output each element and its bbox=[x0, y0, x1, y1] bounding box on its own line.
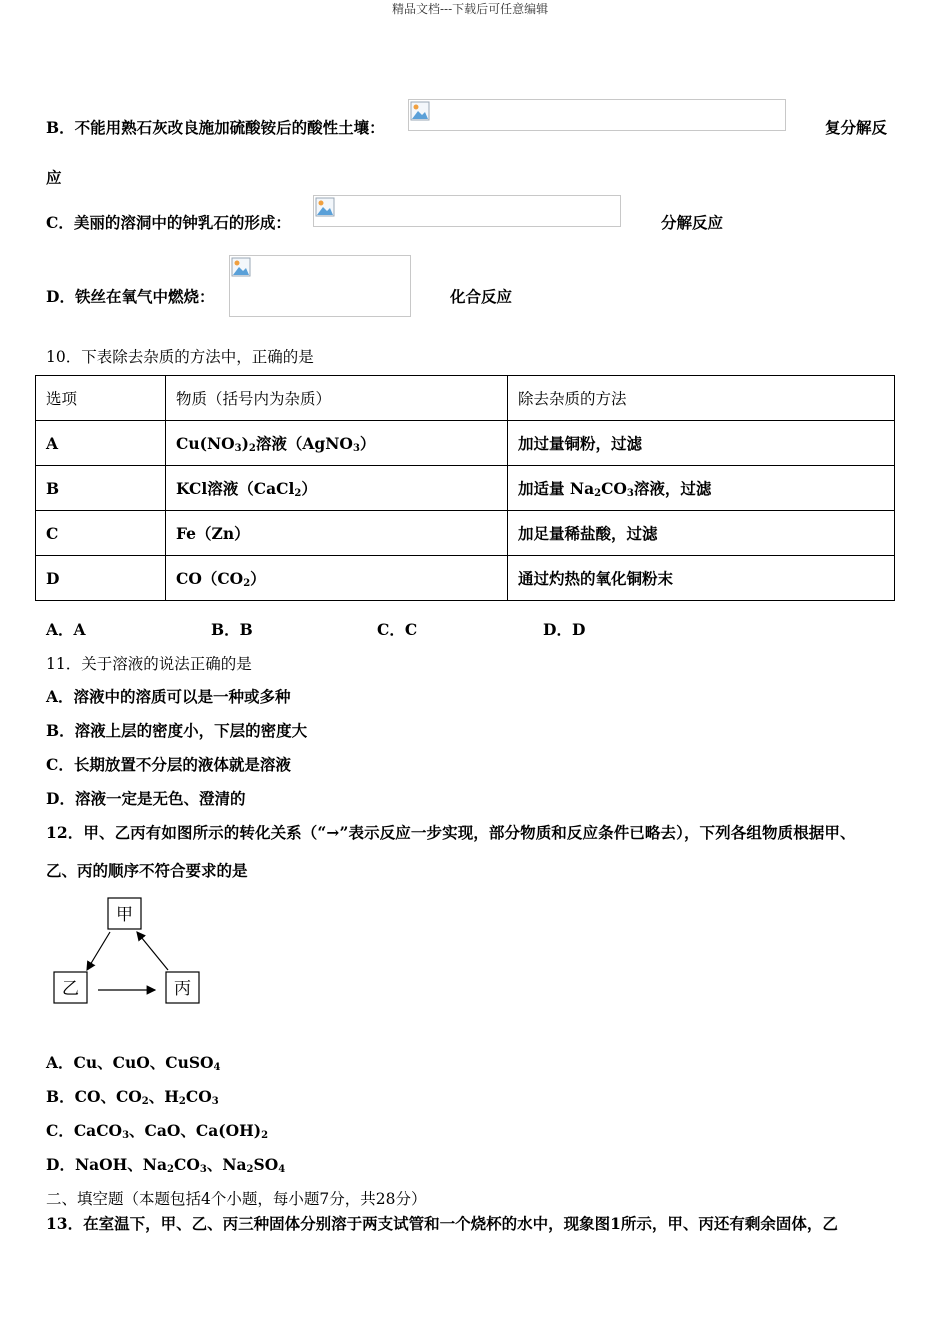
q9-option-b-type-cont: 应 bbox=[46, 168, 62, 187]
q12-option-b: B．CO、$CO_2$、$H_2CO_3$ bbox=[46, 1087, 219, 1107]
table-cell-method: 加适量 $Na_2CO_3$溶液，过滤 bbox=[508, 466, 895, 511]
table-row bbox=[36, 466, 895, 511]
q10-option-b: B．B bbox=[211, 620, 253, 639]
table-cell-option: D bbox=[36, 556, 166, 601]
q9-option-c-label: C．美丽的溶洞中的钟乳石的形成： bbox=[46, 213, 291, 232]
node-yi-label: 乙 bbox=[62, 979, 79, 999]
broken-image-icon bbox=[231, 257, 251, 277]
q10-option-d: D．D bbox=[543, 620, 586, 639]
table-cell-substance: $CO(CO_2)$ bbox=[166, 556, 508, 601]
broken-image-icon bbox=[315, 197, 335, 217]
table-cell-substance: Fe（Zn） bbox=[166, 511, 508, 556]
q11-option-b: B．溶液上层的密度小，下层的密度大 bbox=[46, 721, 308, 740]
q12-option-d: D．NaOH、$Na_2CO_3$、$Na_2SO_4$ bbox=[46, 1155, 286, 1175]
table-cell-option: A bbox=[36, 421, 166, 466]
q12-stem-line2: 乙、丙的顺序不符合要求的是 bbox=[46, 861, 248, 880]
q9-option-b-label: B．不能用熟石灰改良施加硫酸铵后的酸性土壤： bbox=[46, 118, 385, 137]
q9-option-d-type: 化合反应 bbox=[450, 287, 513, 306]
table-cell-substance: $Cu(NO_3)_2$溶液（AgNO$_3$） bbox=[166, 421, 508, 466]
table-cell-method: 加过量铜粉，过滤 bbox=[508, 421, 895, 466]
node-bing-label: 丙 bbox=[174, 979, 191, 999]
table-row bbox=[36, 511, 895, 556]
table-cell-option: B bbox=[36, 466, 166, 511]
q11-option-c: C．长期放置不分层的液体就是溶液 bbox=[46, 755, 291, 774]
q9-option-b-equation-image bbox=[408, 99, 786, 131]
q12-option-a: A．Cu、CuO、CuSO$_4$ bbox=[46, 1053, 221, 1073]
table-cell-method: 加足量稀盐酸，过滤 bbox=[508, 511, 895, 556]
q13-stem: 13．在室温下，甲、乙、丙三种固体分别溶于两支试管和一个烧杯的水中，现象图1所示，甲、丙还有剩余固体，乙 bbox=[46, 1214, 838, 1233]
q11-option-d: D．溶液一定是无色、澄清的 bbox=[46, 789, 246, 808]
q10-stem: 10．下表除去杂质的方法中，正确的是 bbox=[46, 348, 314, 366]
table-row bbox=[36, 556, 895, 601]
broken-image-icon bbox=[410, 101, 430, 121]
q9-option-d-label: D．铁丝在氧气中燃烧： bbox=[46, 287, 215, 306]
q10-table bbox=[35, 375, 895, 601]
q9-option-c-type: 分解反应 bbox=[661, 213, 724, 232]
table-header-cell: 物质（括号内为杂质） bbox=[166, 376, 508, 421]
table-cell-option: C bbox=[36, 511, 166, 556]
arrow-jia-to-yi bbox=[87, 932, 110, 970]
q10-option-a: A．A bbox=[46, 620, 86, 639]
arrow-bing-to-jia bbox=[137, 932, 168, 970]
q12-stem-line1: 12．甲、乙丙有如图所示的转化关系（“→”表示反应一步实现，部分物质和反应条件已略去），下列各组物质根据甲、 bbox=[46, 823, 856, 842]
q12-option-c: C．CaCO$_3$、CaO、$Ca(OH)_2$ bbox=[46, 1121, 269, 1141]
q9-option-d-equation-image bbox=[229, 255, 411, 317]
q10-option-c: C．C bbox=[377, 620, 418, 639]
table-row bbox=[36, 421, 895, 466]
node-jia-label: 甲 bbox=[116, 905, 133, 925]
q11-stem: 11．关于溶液的说法正确的是 bbox=[46, 655, 252, 673]
table-header-cell: 选项 bbox=[36, 376, 166, 421]
q11-option-a: A．溶液中的溶质可以是一种或多种 bbox=[46, 687, 291, 706]
q9-option-b-type: 复分解反 bbox=[825, 118, 888, 137]
table-cell-method: 通过灼热的氧化铜粉末 bbox=[508, 556, 895, 601]
q12-conversion-diagram bbox=[40, 890, 220, 1020]
page-header: 精品文档---下载后可任意编辑 bbox=[392, 2, 549, 16]
q9-option-c-equation-image bbox=[313, 195, 621, 227]
table-header-cell: 除去杂质的方法 bbox=[508, 376, 895, 421]
table-cell-substance: KCl溶液（CaCl$_2$） bbox=[166, 466, 508, 511]
section-2-heading: 二、填空题（本题包括4个小题，每小题7分，共28分） bbox=[46, 1190, 427, 1208]
table-header-row bbox=[36, 376, 895, 421]
